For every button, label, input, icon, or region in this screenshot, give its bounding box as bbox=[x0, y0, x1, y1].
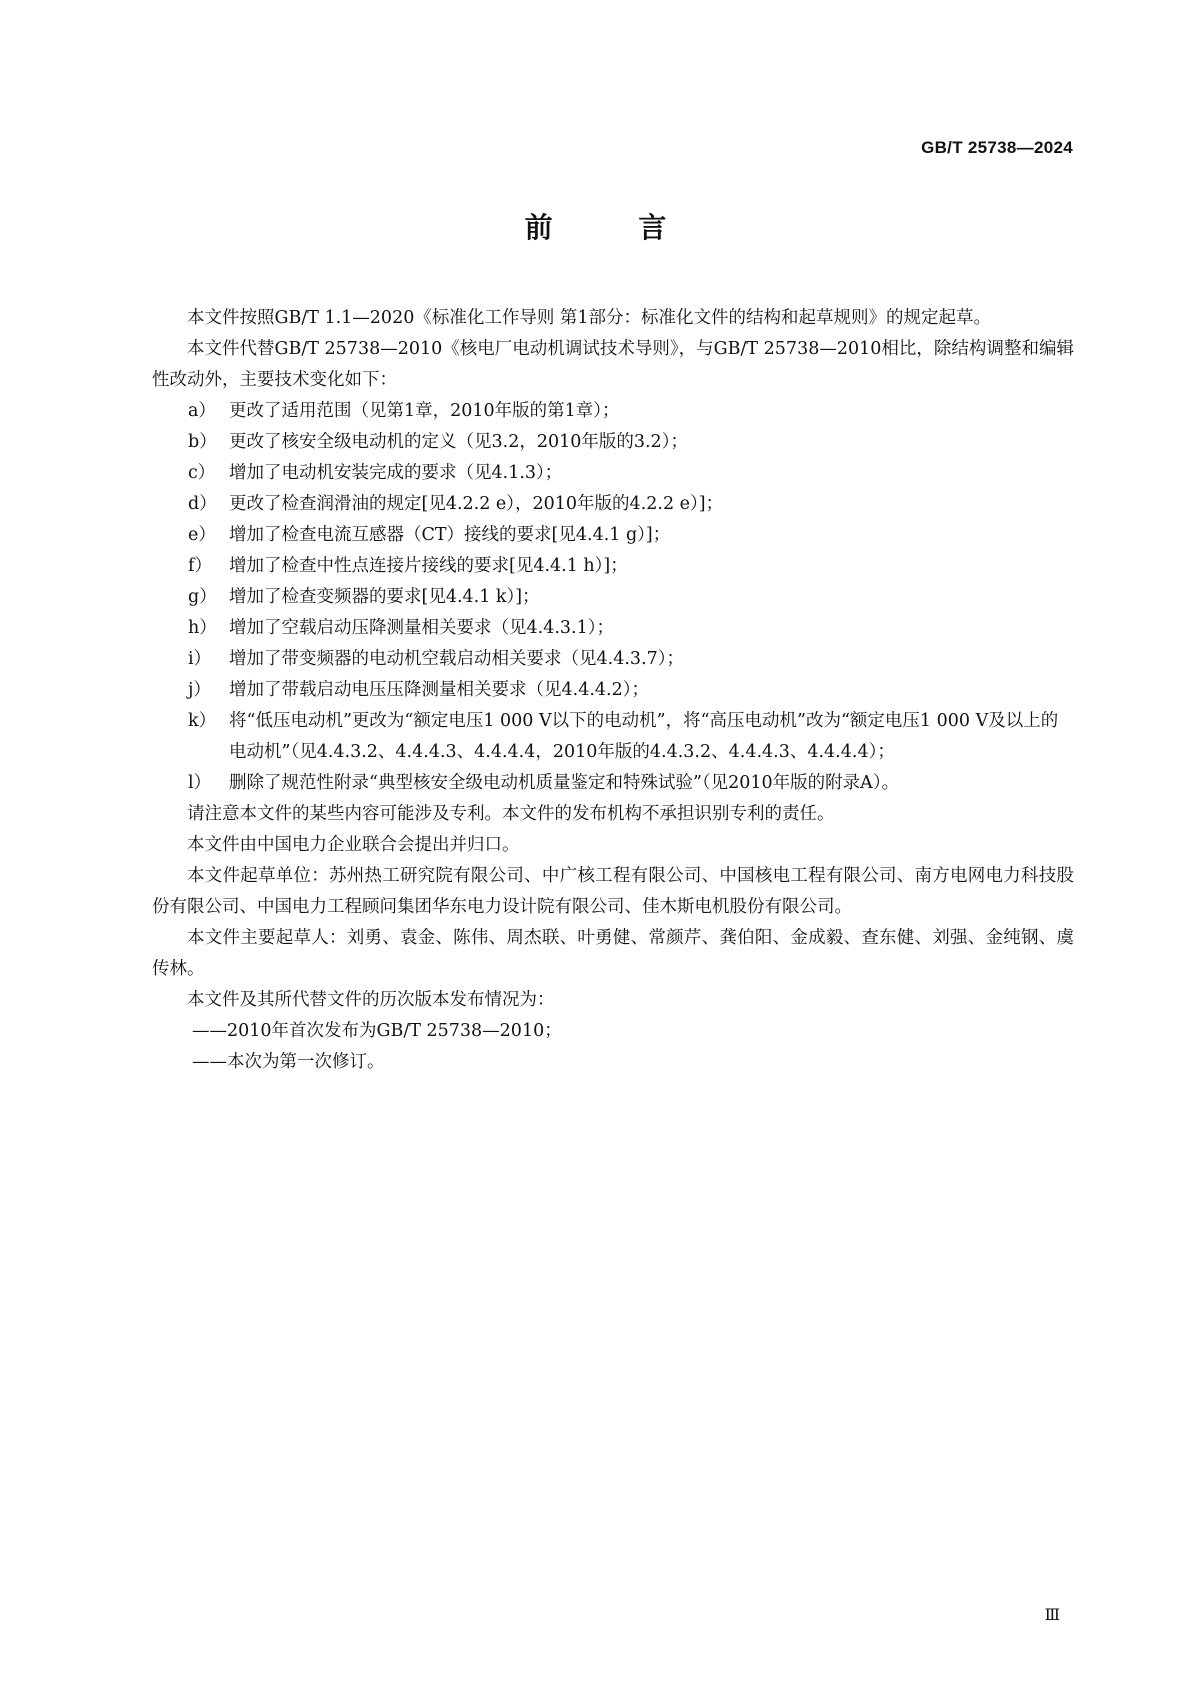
page-title: 前 言 bbox=[524, 211, 705, 244]
list-item bbox=[152, 458, 1074, 489]
list-item-text: 增加了空载启动压降测量相关要求（见4.4.3.1）； bbox=[229, 618, 614, 638]
list-item bbox=[152, 427, 1074, 458]
list-item bbox=[152, 613, 1074, 644]
list-item-text: 增加了电动机安装完成的要求（见4.1.3）； bbox=[229, 463, 563, 483]
list-item-text: 增加了检查电流互感器（CT）接线的要求[见4.4.1 g）]； bbox=[229, 525, 671, 545]
list-item bbox=[152, 644, 1074, 675]
standard-code: GB/T 25738—2024 bbox=[921, 138, 1073, 157]
list-marker: k） bbox=[188, 711, 217, 731]
list-item bbox=[152, 489, 1074, 520]
page-number: Ⅲ bbox=[1044, 1605, 1059, 1624]
list-marker: h） bbox=[188, 618, 217, 638]
list-item-text: 更改了适用范围（见第1章，2010年版的第1章）； bbox=[229, 401, 620, 421]
list-item-text: 增加了带载启动电压压降测量相关要求（见4.4.4.2）； bbox=[229, 680, 649, 700]
history-intro-paragraph: 本文件及其所代替文件的历次版本发布情况为： bbox=[187, 990, 555, 1010]
list-item-text: 增加了检查变频器的要求[见4.4.1 k）]； bbox=[229, 587, 540, 607]
list-marker: f） bbox=[188, 556, 212, 576]
list-item-text: 更改了检查润滑油的规定[见4.2.2 e），2010年版的4.2.2 e）]； bbox=[229, 494, 724, 514]
proposer-paragraph: 本文件由中国电力企业联合会提出并归口。 bbox=[187, 835, 520, 855]
list-item-text: 删除了规范性附录“典型核安全级电动机质量鉴定和特殊试验”（见2010年版的附录A）。 bbox=[229, 773, 900, 793]
intro-paragraph: 本文件代替GB/T 25738—2010《核电厂电动机调试技术导则》，与GB/T 25738—2010相比，除结构调整和编辑性改动外，主要技术变化如下： bbox=[152, 339, 1074, 390]
list-marker: i） bbox=[188, 649, 212, 669]
list-item bbox=[152, 675, 1074, 706]
list-marker: b） bbox=[188, 432, 217, 452]
list-item bbox=[152, 520, 1074, 551]
list-marker: d） bbox=[188, 494, 217, 514]
list-item bbox=[152, 551, 1074, 582]
list-marker: a） bbox=[188, 401, 216, 421]
list-marker: c） bbox=[188, 463, 216, 483]
list-marker: j） bbox=[188, 680, 211, 700]
list-item bbox=[152, 768, 1074, 799]
intro-paragraph: 本文件按照GB/T 1.1—2020《标准化工作导则 第1部分：标准化文件的结构和起草规则》的规定起草。 bbox=[187, 308, 992, 328]
history-item: ——2010年首次发布为GB/T 25738—2010； bbox=[192, 1021, 562, 1041]
list-item-text: 更改了核安全级电动机的定义（见3.2，2010年版的3.2）； bbox=[229, 432, 688, 452]
foreword-body bbox=[152, 303, 1074, 1078]
list-item-text: 增加了检查中性点连接片接线的要求[见4.4.1 h）]； bbox=[229, 556, 628, 576]
list-item-text: 增加了带变频器的电动机空载启动相关要求（见4.4.3.7）； bbox=[229, 649, 684, 669]
list-marker: l） bbox=[188, 773, 212, 793]
changes-list bbox=[152, 396, 1074, 799]
list-item bbox=[152, 396, 1074, 427]
drafters-paragraph: 本文件主要起草人：刘勇、袁金、陈伟、周杰联、叶勇健、常颜芹、龚伯阳、金成毅、查东健、刘强、金纯钢、虞传林。 bbox=[152, 928, 1074, 979]
list-item-text: 将“低压电动机”更改为“额定电压1 000 V以下的电动机”，将“高压电动机”改为“额定电压1 000 V及以上的电动机”（见4.4.3.2、4.4.4.3、4.4.4.4，2010年版的4.4.3.2、4.4.4.3、4.4.4.4）； bbox=[229, 711, 1059, 762]
drafting-units-paragraph: 本文件起草单位：苏州热工研究院有限公司、中广核工程有限公司、中国核电工程有限公司、南方电网电力科技股份有限公司、中国电力工程顾问集团华东电力设计院有限公司、佳木斯电机股份有限公司。 bbox=[152, 866, 1074, 917]
history-item: ——本次为第一次修订。 bbox=[192, 1052, 385, 1072]
list-item bbox=[152, 706, 1074, 768]
list-marker: g） bbox=[188, 587, 217, 607]
list-marker: e） bbox=[188, 525, 216, 545]
list-item bbox=[152, 582, 1074, 613]
patent-notice: 请注意本文件的某些内容可能涉及专利。本文件的发布机构不承担识别专利的责任。 bbox=[187, 804, 835, 824]
